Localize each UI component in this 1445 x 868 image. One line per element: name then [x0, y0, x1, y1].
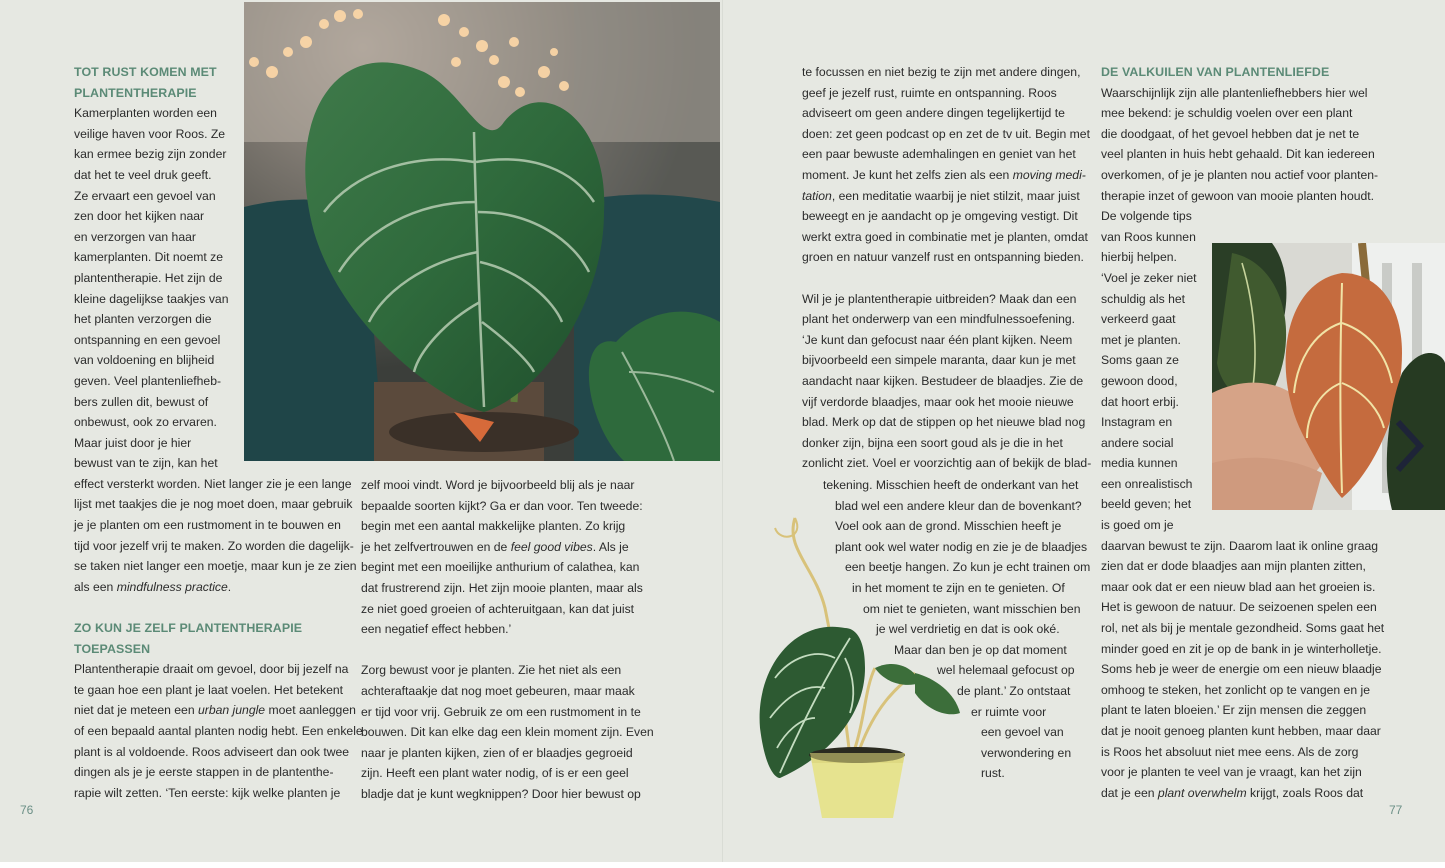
column-3	[802, 62, 1091, 474]
text-line: Plantentherapie draait om gevoel, door bij jezelf na	[74, 662, 349, 677]
text-line: kan ermee bezig zijn zonder	[74, 147, 227, 162]
text-line: je je planten om een rustmoment in te bouwen en	[74, 518, 341, 533]
text-line: geef je jezelf rust, ruimte en ontspanning. Roos	[802, 85, 1057, 100]
text-line-plant-overwhelm: dat je een plant overwhelm krijgt, zoals Roos dat	[1101, 785, 1364, 800]
text-line-urban-jungle: niet dat je meteen een urban jungle moet aanleggen	[74, 703, 356, 718]
text-line: Instagram en	[1101, 415, 1173, 430]
text-line: om niet te genieten, want misschien ben	[863, 601, 1081, 616]
text-line: omhoog te steken, het zonlicht op te vangen en je	[1101, 682, 1370, 697]
text-line: een onrealistisch	[1101, 476, 1193, 491]
text-line: Ze ervaart een gevoel van	[74, 188, 216, 203]
text-line-meditation: tation, een meditatie waarbij je niet stilzit, maar juist	[802, 188, 1080, 203]
text-line: in het moment te zijn en te genieten. Of	[852, 580, 1065, 595]
text-line: kamerplanten. Dit noemt ze	[74, 250, 224, 265]
text-line: gewoon dood,	[1101, 373, 1178, 388]
text-line: Soms gaan ze	[1101, 353, 1179, 368]
text-line: rust.	[981, 766, 1005, 781]
text-line: een paar bewuste ademhalingen en geniet van het	[802, 147, 1076, 162]
text-line: bewust van te zijn, kan het	[74, 456, 218, 471]
text-line: adviseert om geen andere dingen tegelijkertijd te	[802, 106, 1065, 121]
text-line: dat je nooit genoeg planten kunt hebben, maar daar	[1101, 724, 1381, 738]
text-line: rapie wilt zetten. ‘Ten eerste: kijk welke planten je	[74, 785, 341, 800]
text-line: wel helemaal gefocust op	[937, 663, 1075, 678]
text-line: is Roos het absoluut niet mee eens. Als de zorg	[1101, 744, 1359, 759]
text-line: naar je planten kijken, zien of er blaadjes gegroeid	[361, 745, 633, 760]
text-line: zen door het kijken naar	[74, 209, 205, 224]
text-line: se taken niet langer een moetje, maar kun je ze zien	[74, 559, 357, 574]
text-line: zelf mooi vindt. Word je bijvoorbeeld blij als je naar	[361, 478, 635, 492]
text-line: je wel verdrietig en dat is ook oké.	[876, 622, 1060, 637]
text-line: Voel ook aan de grond. Misschien heeft je	[835, 519, 1062, 534]
text-line: er tijd voor vrij. Gebruik ze om een rustmoment in te	[361, 704, 641, 719]
text-line: daarvan bewust te zijn. Daarom laat ik online graag	[1101, 538, 1379, 553]
heading-tot-rust-1: TOT RUST KOMEN MET	[74, 65, 217, 79]
text-line: rol, net als bij je mentale gezondheid. Soms gaat het	[1101, 621, 1385, 636]
text-line: groen en natuur vanzelf rust en ontspanning bieden.	[802, 250, 1084, 265]
text-line: aandacht naar kijken. Bestudeer de blaadjes. Zie de	[802, 373, 1084, 388]
text-line: ze niet goed groeien of achteruitgaan, kan dat juist	[361, 601, 635, 616]
text-line: van Roos kunnen	[1101, 229, 1196, 244]
text-line: verkeerd gaat	[1101, 312, 1176, 327]
text-line: zijn. Heeft een plant water nodig, of is er een geel	[361, 766, 629, 781]
text-line: beeld geven; het	[1101, 497, 1192, 512]
page-bottom-edge	[0, 862, 1445, 868]
text-line: Zorg bewust voor je planten. Zie het niet als een	[361, 663, 622, 678]
text-line: Soms heb je weer de energie om een nieuw blaadje	[1101, 662, 1382, 677]
text-line: werkt extra goed in combinatie met je planten, omdat	[802, 229, 1088, 244]
text-line: veel planten in huis hebt gehaald. Dit kan iedereen	[1101, 147, 1375, 162]
text-line: zien dat er dode blaadjes aan mijn planten zitten,	[1101, 559, 1366, 574]
text-line: bers zullen dit, bewust of	[74, 394, 209, 409]
text-line: is goed om je	[1101, 518, 1174, 533]
text-line: lijst met taakjes die je nog moet doen, maar gebruik	[74, 497, 353, 512]
text-line: met je planten.	[1101, 332, 1181, 347]
text-line: tekening. Misschien heeft de onderkant van het	[823, 478, 1079, 492]
text-line: of een bepaald aantal planten nodig hebt. Een enkele	[74, 724, 363, 738]
text-line: beweegt en je aandacht op je omgeving vestigt. Dit	[802, 209, 1078, 224]
text-line: er ruimte voor	[971, 704, 1047, 719]
text-line: achteraftaakje dat nog moet gebeuren, maar maak	[361, 683, 635, 698]
text-line: media kunnen	[1101, 456, 1178, 471]
text-line: veilige haven voor Roos. Ze	[74, 126, 226, 141]
text-line: zonlicht ziet. Voel er voorzichtig aan of bekijk de blad-	[802, 456, 1092, 471]
text-line: een negatief effect hebben.’	[361, 622, 512, 637]
text-line: Maar dan ben je op dat moment	[894, 642, 1067, 657]
text-line: plantentherapie. Het zijn de	[74, 270, 223, 285]
text-line: dingen als je je eerste stappen in de plantenthe-	[74, 765, 334, 780]
text-line: begin met een aantal makkelijke planten. Zo krijg	[361, 519, 626, 534]
text-line: voor je planten te veel van je vraagt, kan het zijn	[1101, 765, 1362, 780]
text-line: de plant.’ Zo ontstaat	[957, 683, 1071, 698]
text-line: dat het te veel druk geeft.	[74, 167, 212, 182]
text-line: onbewust, ook zo ervaren.	[74, 415, 217, 430]
text-line: tijd voor jezelf vrij te maken. Zo worden die dagelijk-	[74, 538, 354, 553]
text-line: Maar juist door je hier	[74, 435, 192, 450]
text-line: blad. Merk op dat de stippen op het nieuwe blad nog	[802, 415, 1086, 430]
text-line: van voldoening en blijheid	[74, 353, 215, 368]
text-line: De volgende tips	[1101, 209, 1192, 224]
text-line: een beetje hangen. Zo kun je echt trainen om	[845, 560, 1091, 575]
text-line: die doodgaat, of het gevoel hebben dat je net te	[1101, 126, 1360, 141]
text-line-mindfulness: als een mindfulness practice.	[74, 579, 232, 594]
text-line: verwondering en	[981, 745, 1072, 760]
text-line: bijvoorbeeld een simpele maranta, daar kun je met	[802, 353, 1076, 368]
text-line: plant te laten bloeien.’ Er zijn mensen die zeggen	[1101, 703, 1367, 718]
chevron-right-icon[interactable]	[1392, 418, 1426, 474]
text-line: effect versterkt worden. Niet langer zie je een lange	[74, 476, 352, 491]
text-line: geven. Veel plantenliefheb-	[74, 373, 222, 388]
text-line: overkomen, of je je planten nou actief voor planten-	[1101, 167, 1379, 182]
text-line: en verzorgen van haar	[74, 229, 196, 244]
text-line: ontspanning en een gevoel	[74, 332, 221, 347]
page-number-right: 77	[1389, 803, 1403, 817]
text-line: een gevoel van	[981, 725, 1064, 740]
text-line: te focussen en niet bezig te zijn met andere dingen,	[802, 65, 1081, 79]
text-line: andere social	[1101, 435, 1174, 450]
text-line: begint met een moeilijke anthurium of calathea, kan	[361, 560, 640, 575]
text-line: donker zijn, bijna een soort goud als je die in het	[802, 435, 1063, 450]
text-line: schuldig als het	[1101, 291, 1186, 306]
text-line: plant het onderwerp van een mindfulnessoefening.	[802, 312, 1076, 327]
column-4	[1101, 62, 1384, 803]
text-line: therapie inzet of gewoon van mooie planten houdt.	[1101, 188, 1375, 203]
heading-valkuilen: DE VALKUILEN VAN PLANTENLIEFDE	[1101, 65, 1330, 79]
text-line: doen: zet geen podcast op en zet de tv uit. Begin met	[802, 126, 1090, 141]
column-3-wrap	[0, 475, 1090, 784]
heading-tot-rust-2: PLANTENTHERAPIE	[74, 85, 197, 100]
text-line: ‘Voel je zeker niet	[1101, 270, 1197, 285]
text-line: dat hoort erbij.	[1101, 394, 1179, 409]
text-line: vijf verdorde blaadjes, maar ook het mooie nieuwe	[802, 394, 1074, 409]
text-line: blad wel een andere kleur dan de bovenkant?	[835, 498, 1082, 513]
text-line: maar ook dat er een nieuw blad aan het groeien is.	[1101, 579, 1376, 594]
text-line: Kamerplanten worden een	[74, 106, 217, 121]
text-line: bouwen. Dit kan elke dag een klein moment zijn. Even	[361, 725, 654, 740]
text-line: Wil je je plantentherapie uitbreiden? Maak dan een	[802, 291, 1077, 306]
text-line: bladje dat je kunt wegknippen? Door hier bewust op	[361, 786, 641, 801]
text-line: het planten verzorgen die	[74, 312, 212, 327]
text-line: bepaalde soorten kijkt? Ga er dan voor. Ten tweede:	[361, 498, 643, 513]
page-number-left: 76	[20, 803, 34, 817]
text-line: hierbij helpen.	[1101, 250, 1177, 265]
text-line: te gaan hoe een plant je laat voelen. Het betekent	[74, 682, 344, 697]
text-line: plant is al voldoende. Roos adviseert dan ook twee	[74, 744, 350, 759]
text-line: plant ook wel water nodig en zie je de blaadjes	[835, 539, 1088, 554]
text-line: kleine dagelijkse taakjes van	[74, 291, 229, 306]
text-line: minder goed en zit je op de bank in je winterholletje.	[1101, 641, 1382, 656]
heading-zo-kun-2: TOEPASSEN	[74, 641, 151, 656]
text-line-feel-good: je het zelfvertrouwen en de feel good vibes. Als je	[361, 539, 629, 554]
text-line: dat frustrerend zijn. Het zijn mooie planten, maar als	[361, 580, 643, 595]
heading-zo-kun-1: ZO KUN JE ZELF PLANTENTHERAPIE	[74, 621, 303, 636]
text-line: ‘Je kunt dan gefocust naar één plant kijken. Neem	[802, 332, 1073, 347]
text-line: Waarschijnlijk zijn alle plantenliefhebbers hier wel	[1101, 85, 1368, 100]
text-line: mee bekend: je schuldig voelen over een plant	[1101, 106, 1353, 121]
text-line-moving-meditation: moment. Je kunt het zelfs zien als een moving medi-	[802, 167, 1086, 182]
text-line: Het is gewoon de natuur. De seizoenen spelen een	[1101, 600, 1377, 615]
